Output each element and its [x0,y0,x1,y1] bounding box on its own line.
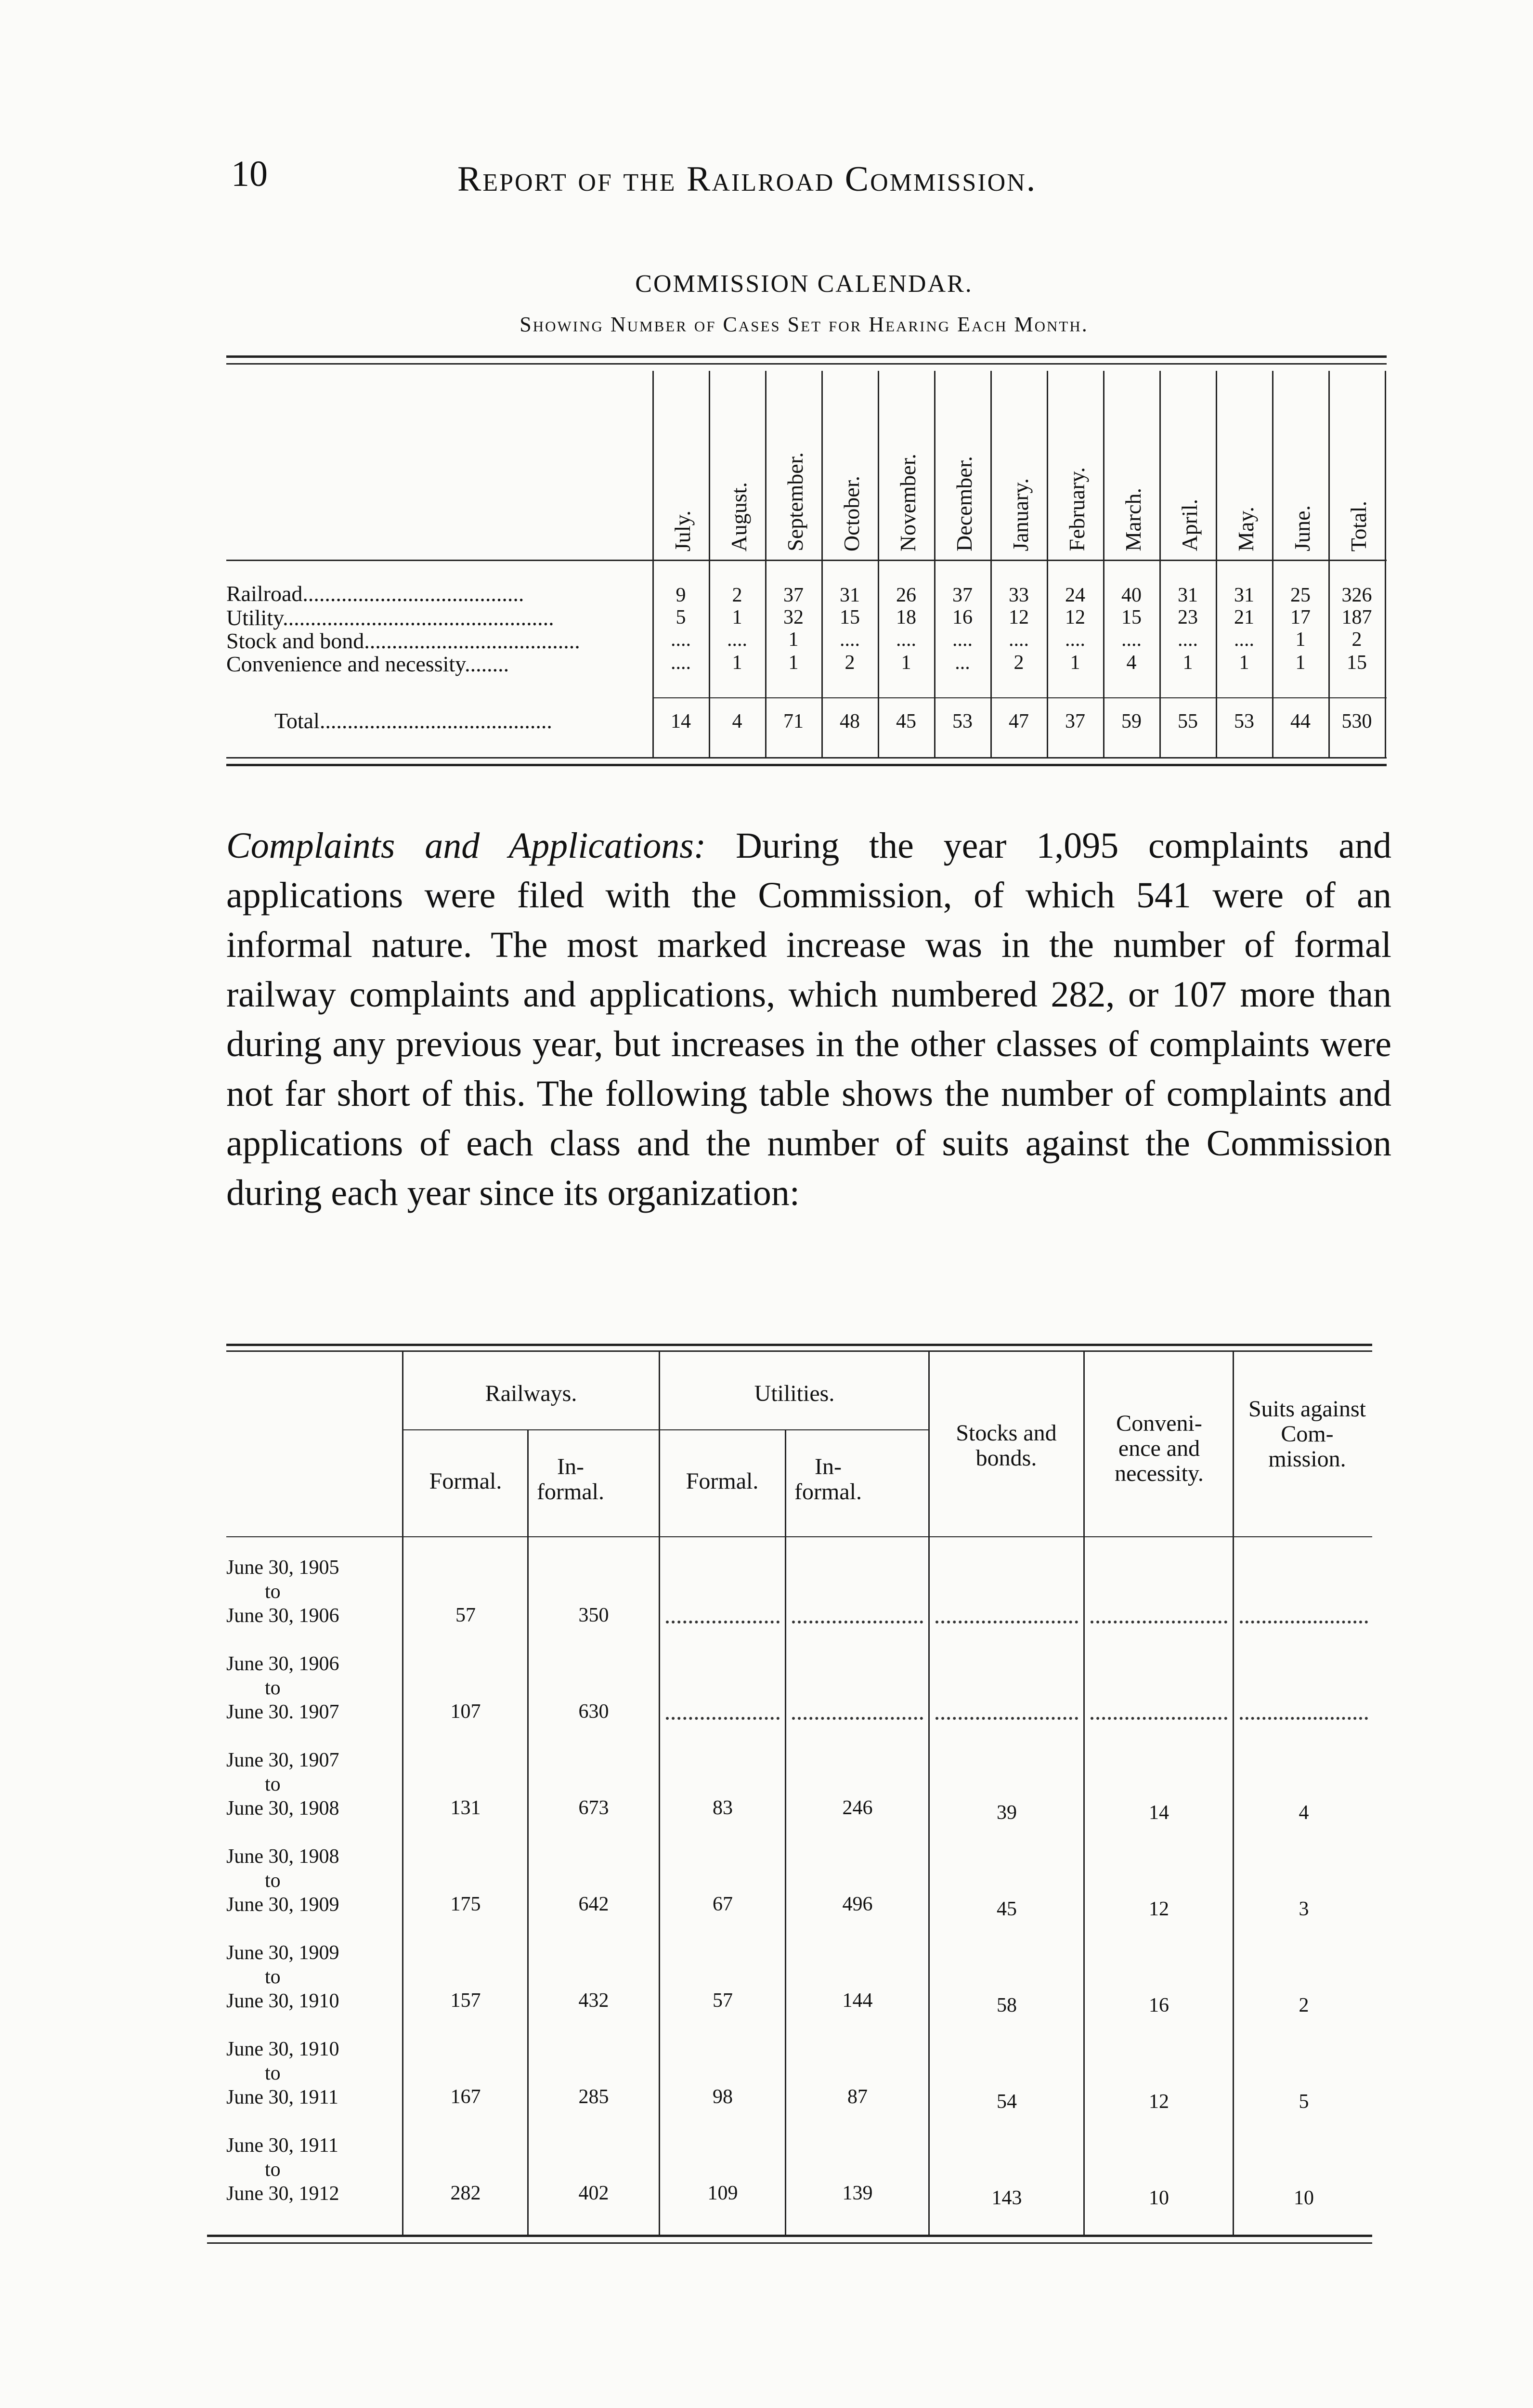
calendar-col-line [821,371,823,757]
calendar-cell: 1 [1182,652,1193,674]
calendar-month-header: January. [1008,478,1033,551]
complaints-cell: 12 [1149,2091,1169,2113]
calendar-col-line [878,371,879,757]
header-railways-formal: Formal. [429,1468,502,1494]
calendar-cell: 2 [1013,652,1024,674]
period-until: June 30, 1911 [226,2086,338,2108]
page-number: 10 [231,154,268,194]
calendar-cell: 55 [1178,710,1198,733]
header-utilities-informal: In-formal. [794,1454,862,1505]
calendar-cell: ... [955,652,970,674]
complaints-cell: 107 [450,1701,481,1723]
complaints-cell: 45 [997,1898,1017,1920]
header-stocks-bonds: Stocks and bonds. [956,1420,1057,1471]
calendar-cell: 2 [844,652,855,674]
calendar-month-header: November. [896,453,920,551]
period-to: to [265,2159,281,2181]
calendar-cell: 18 [896,606,916,628]
calendar-col-line [1328,371,1330,757]
complaints-cell: 12 [1149,1898,1169,1920]
calendar-cell: .... [1121,628,1142,651]
period-until: June 30, 1908 [226,1797,339,1819]
calendar-month-header: February. [1065,467,1089,551]
period-from: June 30, 1908 [226,1845,339,1868]
calendar-cell: 1 [901,652,911,674]
period-to: to [265,1966,281,1988]
calendar-month-header: December. [952,456,976,551]
empty-cell-leader [935,1717,1078,1720]
calendar-top-rule [226,355,1387,358]
running-head: Report of the Railroad Commission. [457,159,1037,199]
calendar-cell: 71 [783,710,804,733]
complaints-cell: 3 [1299,1898,1309,1920]
calendar-cell: 1 [1295,652,1306,674]
complaints-cell: 87 [847,2086,868,2108]
calendar-cell: 37 [783,584,804,606]
complaints-bottom-rule-2 [207,2242,1372,2244]
calendar-month-header: October. [839,475,864,551]
calendar-cell: 1 [788,652,799,674]
complaints-cell: 175 [450,1893,481,1915]
period-label [226,2037,400,2109]
calendar-subtitle: Showing Number of Cases Set for Hearing Each Month. [520,313,1089,336]
period-to: to [265,1581,281,1603]
empty-cell-leader [1240,1621,1368,1623]
calendar-cell: .... [840,628,860,651]
calendar-cell: 1 [732,652,742,674]
calendar-col-line [990,371,992,757]
calendar-cell: 48 [840,710,860,733]
complaints-cell: 98 [713,2086,733,2108]
period-until: June 30, 1909 [226,1894,339,1916]
calendar-cell: 5 [676,606,686,628]
complaints-top-rule-2 [226,1350,1372,1352]
complaints-cell: 402 [578,2182,609,2204]
calendar-cell: 53 [1234,710,1254,733]
calendar-cell: 53 [952,710,973,733]
calendar-cell: .... [1178,628,1198,651]
calendar-cell: 530 [1341,710,1372,733]
complaints-cell: 67 [713,1893,733,1915]
calendar-cell: 16 [952,606,973,628]
calendar-cell: 4 [1126,652,1137,674]
period-label [226,1556,400,1628]
period-to: to [265,1677,281,1699]
complaints-col-line-4 [785,1429,786,2235]
calendar-cell: 1 [1239,652,1249,674]
empty-cell-leader [1091,1621,1227,1623]
calendar-col-line [1216,371,1217,757]
calendar-cell: 25 [1290,584,1311,606]
calendar-cell: 31 [1178,584,1198,606]
complaints-cell: 57 [713,1989,733,2012]
calendar-cell: 15 [840,606,860,628]
period-label [226,2133,400,2206]
calendar-cell: 326 [1341,584,1372,606]
period-from: June 30, 1911 [226,2134,338,2157]
calendar-cell: 40 [1121,584,1142,606]
complaints-cell: 58 [997,1994,1017,2016]
header-suits: Suits against Com-mission. [1248,1396,1366,1472]
complaints-cell: 10 [1294,2187,1314,2209]
complaints-header-rule [226,1536,1372,1537]
calendar-cell: 12 [1065,606,1085,628]
calendar-month-header: May. [1234,507,1258,551]
complaints-cell: 496 [842,1893,873,1915]
complaints-top-rule [226,1344,1372,1346]
complaints-col-line-2 [527,1429,529,2235]
calendar-cell: .... [671,628,691,651]
complaints-cell: 282 [450,2182,481,2204]
complaints-cell: 673 [578,1797,609,1819]
period-from: June 30, 1906 [226,1653,339,1675]
complaints-cell: 143 [991,2187,1022,2209]
calendar-cell: 187 [1341,606,1372,628]
calendar-cell: 33 [1009,584,1029,606]
calendar-cell: 15 [1347,652,1367,674]
empty-cell-leader [666,1621,779,1623]
calendar-cell: 1 [788,628,799,651]
paragraph-lead: Complaints and Applications: [226,825,706,866]
complaints-cell: 167 [450,2086,481,2108]
period-from: June 30, 1910 [226,2038,339,2060]
complaints-cell: 131 [450,1797,481,1819]
calendar-col-line [1272,371,1273,757]
period-from: June 30, 1905 [226,1557,339,1579]
calendar-cell: 2 [732,584,742,606]
calendar-cell: .... [952,628,973,651]
calendar-col-line [1103,371,1104,757]
complaints-bottom-rule [207,2235,1372,2237]
calendar-month-header: April. [1177,499,1202,551]
calendar-cell: 1 [732,606,742,628]
calendar-cell: 45 [896,710,916,733]
calendar-month-header: September. [783,452,807,551]
calendar-cell: 26 [896,584,916,606]
calendar-month-header: August. [727,482,751,551]
calendar-col-line [934,371,935,757]
calendar-cell: .... [896,628,916,651]
calendar-row-label-railroad: Railroad........................................ [226,581,524,606]
header-utilities: Utilities. [754,1381,835,1406]
complaints-cell: 39 [997,1802,1017,1824]
complaints-cell: 144 [842,1989,873,2012]
period-to: to [265,1773,281,1795]
header-railways: Railways. [485,1381,577,1406]
calendar-month-header: Total. [1346,500,1371,551]
period-label [226,1748,400,1820]
period-to: to [265,1870,281,1892]
header-convenience: Conveni-ence and necessity. [1115,1411,1204,1486]
paragraph-body: During the year 1,095 complaints and applications were filed with the Commission, of which 541 were of an informal nature. The most marked increase was in the number of formal railway complaints and applications, which numbered 282, or 107 more than during any previous year, but increases in the other classes of complaints were not far short of this. The following table shows the number of complaints and applications of each class and the number of suits against the Commission during each year since its organization: [226,825,1391,1213]
calendar-top-rule-2 [226,363,1387,365]
complaints-cell: 630 [578,1701,609,1723]
calendar-cell: 31 [840,584,860,606]
period-to: to [265,2062,281,2084]
calendar-row-label-convenience: Convenience and necessity........ [226,652,509,676]
calendar-cell: 1 [1295,628,1306,651]
calendar-title: COMMISSION CALENDAR. [635,270,973,298]
period-until: June 30, 1910 [226,1990,339,2012]
period-label [226,1941,400,2013]
calendar-cell: 12 [1009,606,1029,628]
calendar-row-label-total: Total.......................................... [274,708,552,733]
header-railways-informal: In-formal. [537,1454,604,1505]
complaints-cell: 350 [578,1604,609,1626]
period-until: June 30. 1907 [226,1701,339,1723]
period-label [226,1845,400,1917]
empty-cell-leader [792,1621,923,1623]
period-from: June 30, 1909 [226,1942,339,1964]
calendar-cell: .... [671,652,691,674]
complaints-cell: 642 [578,1893,609,1915]
complaints-cell: 54 [997,2091,1017,2113]
calendar-cell: 24 [1065,584,1085,606]
calendar-col-line [652,371,654,757]
calendar-month-header: July. [670,510,695,551]
calendar-total-rule [652,697,1387,698]
complaints-cell: 57 [455,1604,476,1626]
calendar-cell: 2 [1351,628,1362,651]
complaints-cell: 10 [1149,2187,1169,2209]
calendar-row-label-utility: Utility................................................. [226,605,554,630]
calendar-cell: 9 [676,584,686,606]
calendar-cell: 4 [732,710,742,733]
calendar-cell: 37 [952,584,973,606]
complaints-cell: 2 [1299,1994,1309,2016]
calendar-cell: 47 [1009,710,1029,733]
calendar-cell: 14 [671,710,691,733]
empty-cell-leader [1091,1717,1227,1720]
calendar-cell: 21 [1234,606,1254,628]
calendar-month-header: March. [1121,488,1145,551]
complaints-cell: 139 [842,2182,873,2204]
complaints-cell: 285 [578,2086,609,2108]
calendar-cell: 31 [1234,584,1254,606]
calendar-cell: 37 [1065,710,1085,733]
calendar-cell: 1 [1070,652,1080,674]
calendar-cell: .... [1065,628,1085,651]
complaints-cell: 5 [1299,2091,1309,2113]
empty-cell-leader [792,1717,923,1720]
calendar-cell: 32 [783,606,804,628]
complaints-subhead-rule [403,1429,928,1430]
period-from: June 30, 1907 [226,1749,339,1771]
period-label [226,1652,400,1724]
complaints-cell: 157 [450,1989,481,2012]
calendar-cell: 15 [1121,606,1142,628]
empty-cell-leader [935,1621,1078,1623]
calendar-col-line [1159,371,1161,757]
calendar-col-line [1385,371,1386,757]
calendar-bottom-rule [226,757,1387,759]
calendar-cell: 23 [1178,606,1198,628]
calendar-month-header: June. [1290,505,1314,551]
complaints-cell: 83 [713,1797,733,1819]
calendar-bottom-rule-2 [226,764,1387,766]
calendar-cell: 59 [1121,710,1142,733]
calendar-col-line [709,371,710,757]
header-utilities-formal: Formal. [686,1468,759,1494]
calendar-col-line [1047,371,1048,757]
empty-cell-leader [666,1717,779,1720]
empty-cell-leader [1240,1717,1368,1720]
period-until: June 30, 1906 [226,1605,339,1627]
calendar-cell: .... [1234,628,1254,651]
complaints-cell: 246 [842,1797,873,1819]
calendar-row-label-stock-bond: Stock and bond....................................... [226,628,580,653]
complaints-cell: 432 [578,1989,609,2012]
period-until: June 30, 1912 [226,2183,339,2205]
complaints-cell: 109 [707,2182,738,2204]
calendar-cell: .... [727,628,747,651]
complaints-paragraph [226,821,1391,1218]
complaints-cell: 14 [1149,1802,1169,1824]
calendar-header-rule [226,560,1387,561]
calendar-cell: 17 [1290,606,1311,628]
calendar-col-line [765,371,766,757]
complaints-cell: 4 [1299,1802,1309,1824]
complaints-cell: 16 [1149,1994,1169,2016]
calendar-cell: .... [1009,628,1029,651]
calendar-cell: 44 [1290,710,1311,733]
